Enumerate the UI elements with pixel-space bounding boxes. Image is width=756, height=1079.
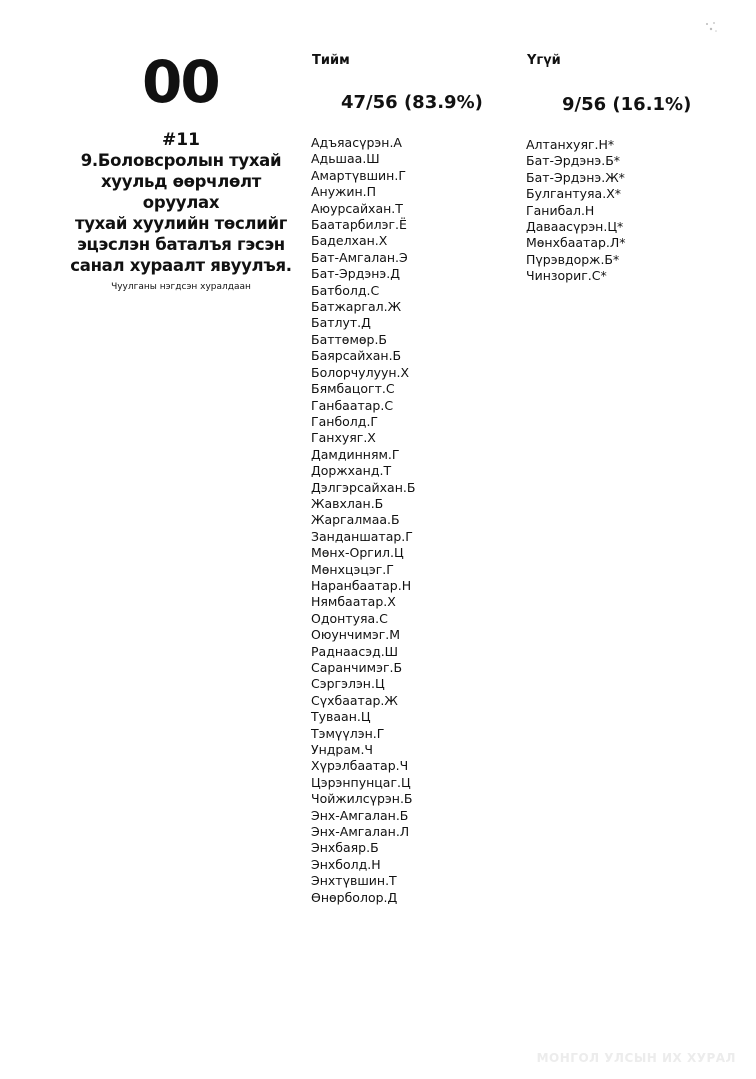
yes-voter-name: Бат-Эрдэнэ.Д (311, 266, 400, 282)
yes-voter-name: Өнөрболор.Д (311, 889, 398, 905)
yes-voter-name: Занданшатар.Г (311, 528, 413, 544)
yes-voter-name: Батлут.Д (311, 315, 371, 331)
yes-voter-name: Энх-Амгалан.Б (311, 807, 409, 823)
yes-voter-name: Туваан.Ц (311, 709, 371, 725)
yes-voter-name: Адъяасүрэн.А (311, 135, 402, 150)
yes-voter-name: Сэргэлэн.Ц (311, 676, 385, 692)
no-voter-name: Чинзориг.С* (526, 268, 607, 284)
yes-voter-name: Ганхуяг.Х (311, 430, 376, 446)
no-heading: Үгүй (527, 53, 561, 68)
yes-voter-name: Баттөмөр.Б (311, 331, 388, 347)
yes-voter-name: Энхтүвшин.Т (311, 873, 397, 889)
no-voter-name: Бат-Эрдэнэ.Ж* (526, 169, 625, 185)
yes-voter-name: Цэрэнпунцаг.Ц (311, 774, 411, 790)
yes-voter-name: Аюурсайхан.Т (311, 200, 403, 216)
no-voter-list (526, 137, 626, 285)
meeting-type: Чуулганы нэгдсэн хуралдаан (111, 282, 251, 292)
yes-voter-name: Хүрэлбаатар.Ч (311, 758, 409, 774)
no-voter-name: Мөнхбаатар.Л* (526, 235, 626, 251)
yes-voter-name: Баярсайхан.Б (311, 348, 402, 364)
yes-voter-name: Наранбаатар.Н (311, 577, 412, 593)
yes-voter-name: Батболд.С (311, 282, 380, 298)
yes-voter-name: Чойжилсүрэн.Б (311, 791, 413, 807)
motion-number: #11 (162, 130, 200, 150)
yes-voter-name: Энхболд.Н (311, 856, 381, 872)
yes-voter-name: Бямбацогт.С (311, 381, 395, 397)
yes-voter-name: Жавхлан.Б (311, 495, 384, 511)
yes-voter-name: Энх-Амгалан.Л (311, 824, 410, 840)
yes-voter-name: Мөнхцэцэг.Г (311, 561, 394, 577)
yes-voter-name: Мөнх-Оргил.Ц (311, 545, 404, 561)
yes-voter-name: Жаргалмаа.Б (311, 512, 400, 528)
yes-voter-name: Тэмүүлэн.Г (311, 725, 385, 741)
no-voter-name: Алтанхуяг.Н* (526, 137, 615, 152)
yes-voter-name: Адьшаа.Ш (311, 151, 380, 167)
yes-voter-name: Ундрам.Ч (311, 742, 373, 758)
yes-voter-name: Баатарбилэг.Ё (311, 217, 407, 233)
yes-voter-name: Бат-Амгалан.Э (311, 249, 408, 265)
no-voter-name: Пүрэвдорж.Б* (526, 251, 620, 267)
no-count: 9/56 (16.1%) (562, 94, 692, 115)
yes-voter-name: Ганболд.Г (311, 413, 379, 429)
session-code: 00 (142, 48, 219, 116)
no-voter-name: Ганибал.Н (526, 202, 595, 218)
yes-voter-name: Нямбаатар.Х (311, 594, 396, 610)
yes-voter-name: Саранчимэг.Б (311, 660, 403, 675)
yes-voter-name: Доржханд.Т (311, 463, 392, 479)
yes-voter-name: Дамдинням.Г (311, 446, 400, 462)
yes-heading: Тийм (312, 53, 350, 68)
yes-voter-name: Анужин.П (311, 184, 377, 200)
no-voter-name: Даваасүрэн.Ц* (526, 219, 624, 235)
no-voter-name: Булгантуяа.Х* (526, 186, 622, 202)
yes-voter-name: Баделхан.Х (311, 233, 388, 249)
yes-voter-name: Ганбаатар.С (311, 397, 394, 413)
yes-voter-name: Одонтуяа.С (311, 610, 388, 626)
yes-count: 47/56 (83.9%) (341, 92, 483, 113)
yes-voter-list (311, 135, 415, 906)
yes-voter-name: Дэлгэрсайхан.Б (311, 479, 416, 495)
no-voter-name: Бат-Эрдэнэ.Б* (526, 153, 621, 169)
yes-voter-name: Оюунчимэг.М (311, 627, 401, 643)
watermark: МОНГОЛ УЛСЫН ИХ ХУРАЛ (536, 1051, 736, 1065)
scan-mark-icon (703, 20, 719, 34)
yes-voter-name: Энхбаяр.Б (311, 840, 379, 856)
yes-voter-name: Раднаасэд.Ш (311, 643, 399, 659)
motion-text: 9.Боловсролын тухай хуульд өөрчлөлт оруулах тухай хуулийн төслийг эцэслэн баталъя гэсэн санал хураалт явуулъя. (70, 151, 292, 275)
yes-voter-name: Батжаргал.Ж (311, 299, 402, 315)
motion-block (70, 130, 292, 293)
yes-voter-name: Амартүвшин.Г (311, 167, 406, 183)
yes-voter-name: Болорчулуун.Х (311, 364, 410, 380)
yes-voter-name: Сүхбаатар.Ж (311, 692, 398, 708)
